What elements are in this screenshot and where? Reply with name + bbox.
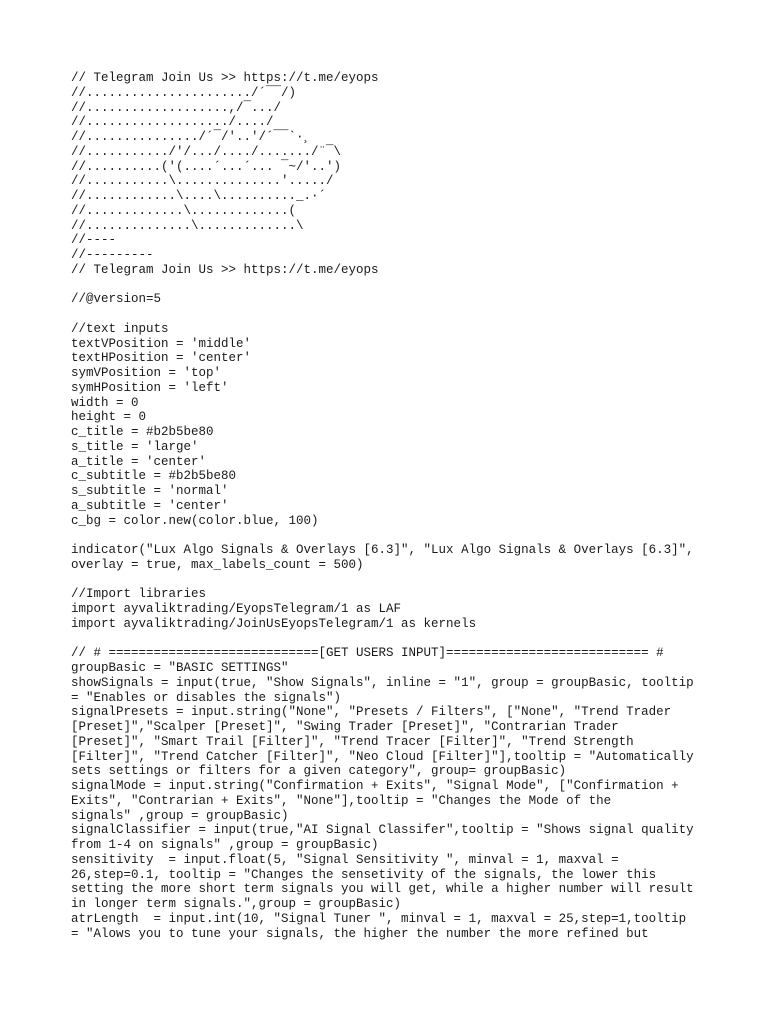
code-line: c_bg = color.new(color.blue, 100) — [71, 513, 319, 528]
blank-line — [71, 278, 711, 293]
code-line: //..............\.............\ — [71, 218, 304, 233]
code-line: [Preset]", "Smart Trail [Filter]", "Trend Tracer [Filter]", "Trend Strength — [71, 734, 634, 749]
code-line: textHPosition = 'center' — [71, 351, 252, 366]
code-line: Exits", "Contrarian + Exits", "None"],tooltip = "Changes the Mode of the — [71, 793, 612, 808]
code-line: a_subtitle = 'center' — [71, 498, 229, 513]
code-line: sets settings or filters for a given category", group= groupBasic) — [71, 764, 567, 779]
code-line: signalPresets = input.string("None", "Presets / Filters", ["None", "Trend Trader — [71, 705, 672, 720]
blank-line — [71, 632, 711, 647]
code-line: //.........../'/.../..../......./¨¯\ — [71, 144, 342, 159]
code-line: //....................../´¯¯/) — [71, 85, 297, 100]
code-line: //...................,/¯.../ — [71, 100, 282, 115]
code-line: [Preset]","Scalper [Preset]", "Swing Trader [Preset]", "Contrarian Trader — [71, 720, 619, 734]
code-line: //...........\..............'...../ — [71, 174, 334, 189]
code-line: width = 0 — [71, 395, 139, 410]
code-listing — [71, 71, 711, 941]
code-line: //--------- — [71, 248, 154, 262]
code-line: // # ============================[GET USERS INPUT]=========================== # — [71, 646, 664, 661]
code-line: //............\....\.........._.·´ — [71, 189, 327, 203]
code-line: //@version=5 — [71, 292, 162, 307]
code-line: signalClassifier = input(true,"AI Signal Classifer",tooltip = "Shows signal quality — [71, 823, 694, 838]
code-line: s_title = 'large' — [71, 439, 199, 454]
code-line: height = 0 — [71, 410, 147, 425]
code-line: //..........('(....´...´... ¯~/'..') — [71, 159, 342, 174]
blank-line — [71, 528, 711, 543]
code-line: atrLength = input.int(10, "Signal Tuner ", minval = 1, maxval = 25,step=1,tooltip — [71, 911, 687, 926]
code-line: showSignals = input(true, "Show Signals", inline = "1", group = groupBasic, tooltip — [71, 675, 694, 690]
code-line: groupBasic = "BASIC SETTINGS" — [71, 661, 289, 675]
code-line: //.............../´¯/'..'/´¯¯`·¸ — [71, 130, 312, 144]
code-line: c_title = #b2b5be80 — [71, 425, 214, 439]
code-line: signalMode = input.string("Confirmation + Exits", "Signal Mode", ["Confirmation + — [71, 779, 679, 793]
code-line: import ayvaliktrading/JoinUsEyopsTelegram/1 as kernels — [71, 616, 477, 631]
code-line: //text inputs — [71, 321, 169, 336]
blank-line — [71, 307, 711, 322]
code-line: c_subtitle = #b2b5be80 — [71, 469, 237, 484]
code-line: //.................../..../ — [71, 115, 274, 130]
code-line: setting the more short term signals you will get, while a higher number will result — [71, 882, 694, 897]
code-line: 26,step=0.1, tooltip = "Changes the sensetivity of the signals, the lower this — [71, 867, 657, 882]
code-line: // Telegram Join Us >> https://t.me/eyops — [71, 262, 379, 277]
blank-line — [71, 573, 711, 588]
code-line: //---- — [71, 233, 117, 248]
code-line: //.............\.............( — [71, 203, 297, 218]
code-line: sensitivity = input.float(5, "Signal Sensitivity ", minval = 1, maxval = — [71, 852, 619, 867]
code-line: symHPosition = 'left' — [71, 380, 229, 395]
code-line: = "Enables or disables the signals") — [71, 690, 342, 705]
code-line: signals" ,group = groupBasic) — [71, 808, 289, 823]
code-line: in longer term signals.",group = groupBasic) — [71, 897, 402, 911]
code-line: overlay = true, max_labels_count = 500) — [71, 557, 364, 572]
code-line: = "Alows you to tune your signals, the higher the number the more refined but — [71, 926, 649, 941]
code-line: symVPosition = 'top' — [71, 366, 222, 380]
code-line: import ayvaliktrading/EyopsTelegram/1 as LAF — [71, 602, 402, 616]
code-line: [Filter]", "Trend Catcher [Filter]", "Neo Cloud [Filter]"],tooltip = "Automatically — [71, 749, 694, 764]
code-line: from 1-4 on signals" ,group = groupBasic) — [71, 838, 379, 852]
code-line: textVPosition = 'middle' — [71, 336, 252, 351]
code-line: indicator("Lux Algo Signals & Overlays [6.3]", "Lux Algo Signals & Overlays [6.3]", — [71, 543, 694, 557]
code-line: // Telegram Join Us >> https://t.me/eyops — [71, 71, 379, 85]
code-line: a_title = 'center' — [71, 454, 207, 469]
code-line: //Import libraries — [71, 587, 207, 602]
code-line: s_subtitle = 'normal' — [71, 484, 229, 498]
